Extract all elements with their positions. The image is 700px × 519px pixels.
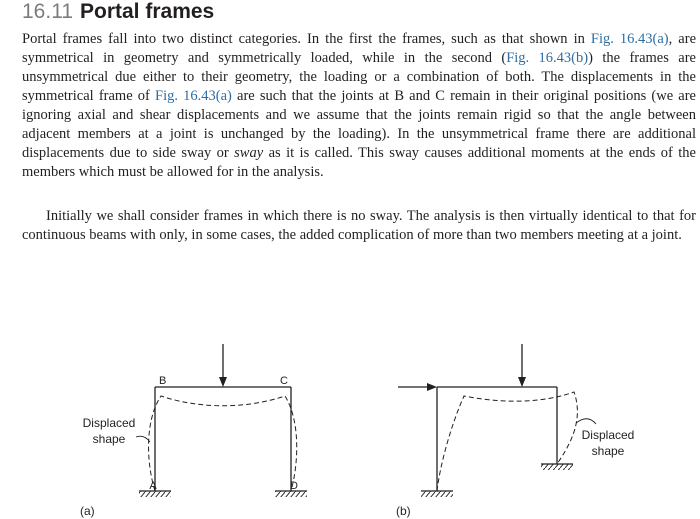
- frame-b-displaced-shape: [437, 392, 577, 491]
- para1-text-2: , are symmetrical in geometry and symmetrically loaded, while in the second (: [22, 31, 697, 66]
- paragraph-2: Initially we shall consider frames in which there is no sway. The analysis is then virtually identical to that for continuous beams with only, in some cases, the added complication of more than two members meeting at a joint.: [22, 208, 696, 243]
- label-A: A: [149, 480, 157, 492]
- frame-b-displaced-leader: [576, 419, 596, 424]
- para1-text-1: Portal frames fall into two distinct categories. In the first the frames, such as that shown in: [22, 31, 591, 47]
- section-number: 16.11: [22, 0, 73, 23]
- label-C: C: [280, 375, 288, 387]
- caption-b: (b): [396, 504, 411, 518]
- frame-b-support-left: [421, 491, 453, 497]
- section-title: Portal frames: [80, 0, 215, 23]
- frame-a-displaced-shape: [149, 396, 297, 491]
- figure-ref-16-43a-second[interactable]: Fig. 16.43(a): [155, 88, 232, 104]
- displaced-shape-a-label-1: Displaced: [82, 416, 136, 430]
- paragraph-1: [22, 30, 696, 182]
- caption-a: (a): [80, 504, 95, 518]
- frame-a-load-arrow: [219, 344, 227, 387]
- displaced-shape-b-label-2: shape: [591, 444, 625, 458]
- frame-b-support-right: [541, 464, 573, 470]
- label-B: B: [159, 375, 167, 387]
- section-heading: [22, 0, 214, 24]
- sway-emphasis: sway: [234, 145, 264, 161]
- frame-a: [80, 344, 307, 518]
- para1-text-4: are such that the joints at B and C remain in their original positions (we are ignoring axial and shear displacements and we assume that the joints remain rigid so that the angle between adjacent members at a joint is unchanged by the loading). In the unsymmetrical frame there are additional displacements due to side sway or: [22, 88, 696, 161]
- para1-text-3: ) the frames are unsymmetrical due either to their geometry, the loading or a combination of both. The displacements in the symmetrical frame of: [22, 50, 696, 104]
- displaced-shape-b-label-1: Displaced: [581, 428, 635, 442]
- portal-frames-figure: [0, 330, 700, 519]
- frame-b-vertical-load-arrow: [518, 344, 526, 387]
- frame-b-horizontal-load-arrow: [398, 383, 437, 391]
- figure-ref-16-43b[interactable]: Fig. 16.43(b): [506, 50, 589, 66]
- label-D: D: [290, 480, 298, 492]
- para1-text-5: as it is called. This sway causes additional moments at the ends of the members which must be allowed for in the analysis.: [22, 145, 696, 180]
- figure-ref-16-43a[interactable]: Fig. 16.43(a): [590, 31, 669, 47]
- frame-b: [396, 344, 634, 518]
- frame-a-displaced-leader: [136, 436, 150, 442]
- displaced-shape-a-label-2: shape: [92, 432, 126, 446]
